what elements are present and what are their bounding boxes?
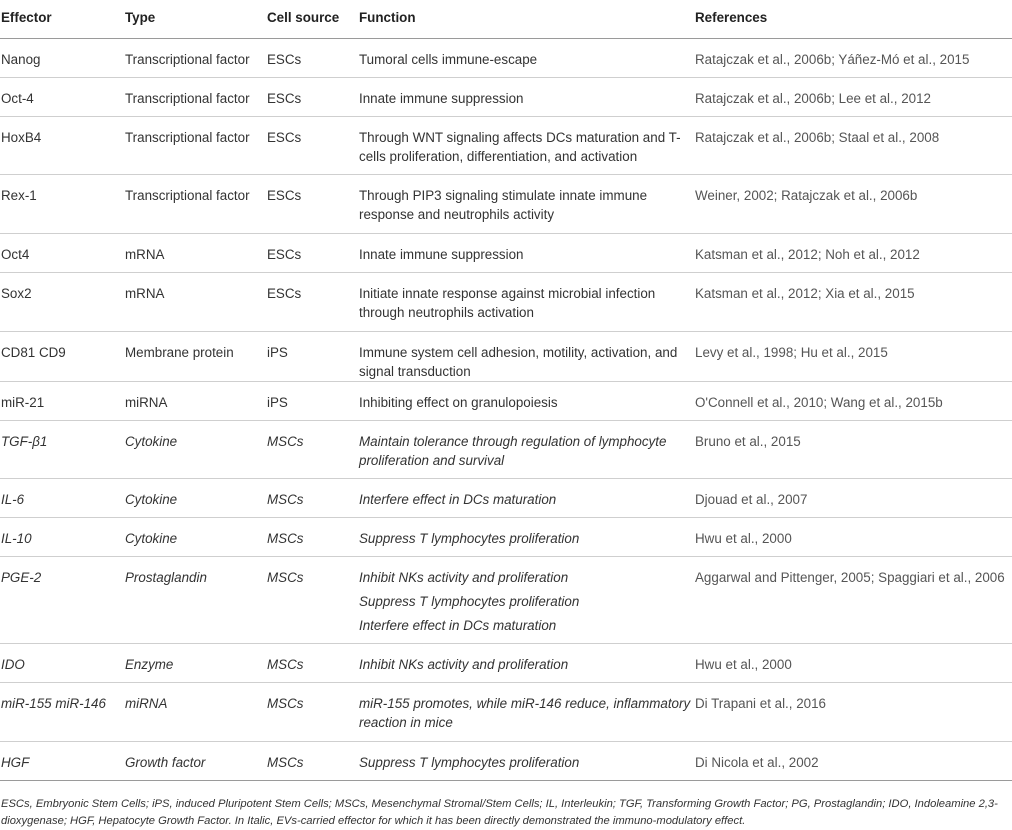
function-line: Interfere effect in DCs maturation xyxy=(359,491,557,507)
cell-source-cell: ESCs xyxy=(267,272,359,331)
references-cell: Ratajczak et al., 2006b; Lee et al., 2012 xyxy=(695,77,1012,116)
references-cell: Hwu et al., 2000 xyxy=(695,643,1012,682)
cell-source-cell: ESCs xyxy=(267,77,359,116)
header-row xyxy=(0,0,1012,38)
table-footnote: ESCs, Embryonic Stem Cells; iPS, induced Pluripotent Stem Cells; MSCs, Mesenchymal Stromal/Stem Cells; IL, Interleukin; TGF, Transforming Growth Factor; PG, Prostaglandin; IDO, Indoleamine 2,3-dioxygenase; HGF, Hepatocyte Growth Factor. In Italic, EVs-carried effector for which it has been directly demonstrated the immuno-modulatory effect. xyxy=(1,798,998,827)
type-cell: Enzyme xyxy=(125,643,267,682)
function-line: Maintain tolerance through regulation of lymphocyte proliferation and survival xyxy=(359,433,667,468)
type-cell: Transcriptional factor xyxy=(125,38,267,77)
type-cell: miRNA xyxy=(125,682,267,741)
function-cell xyxy=(359,38,695,77)
effector-cell: Oct-4 xyxy=(0,77,125,116)
effector-cell: miR-155 miR-146 xyxy=(0,682,125,741)
function-cell xyxy=(359,116,695,174)
effector-cell: miR-21 xyxy=(0,381,125,420)
references-cell: Di Trapani et al., 2016 xyxy=(695,682,1012,741)
function-line: Inhibit NKs activity and proliferation xyxy=(359,656,569,672)
references-cell: Bruno et al., 2015 xyxy=(695,420,1012,478)
references-cell: Ratajczak et al., 2006b; Yáñez-Mó et al., 2015 xyxy=(695,38,1012,77)
table-row xyxy=(0,272,1012,331)
table-body xyxy=(0,38,1012,780)
function-cell xyxy=(359,233,695,272)
function-line: Suppress T lymphocytes proliferation xyxy=(359,593,580,609)
type-cell: Prostaglandin xyxy=(125,556,267,643)
references-cell: Katsman et al., 2012; Noh et al., 2012 xyxy=(695,233,1012,272)
references-cell: Hwu et al., 2000 xyxy=(695,517,1012,556)
references-cell: Katsman et al., 2012; Xia et al., 2015 xyxy=(695,272,1012,331)
cell-source-cell: iPS xyxy=(267,381,359,420)
function-line: Innate immune suppression xyxy=(359,90,524,106)
header-function: Function xyxy=(359,0,695,38)
table-row xyxy=(0,38,1012,77)
header-references: References xyxy=(695,0,1012,38)
function-line: miR-155 promotes, while miR-146 reduce, inflammatory reaction in mice xyxy=(359,695,691,730)
effector-cell: CD81 CD9 xyxy=(0,331,125,381)
effector-cell: Nanog xyxy=(0,38,125,77)
effector-cell: IL-6 xyxy=(0,478,125,517)
function-cell xyxy=(359,331,695,381)
references-cell: Di Nicola et al., 2002 xyxy=(695,741,1012,780)
type-cell: miRNA xyxy=(125,381,267,420)
table-row xyxy=(0,556,1012,643)
cell-source-cell: MSCs xyxy=(267,517,359,556)
effector-cell: HGF xyxy=(0,741,125,780)
type-cell: mRNA xyxy=(125,272,267,331)
effector-cell: Oct4 xyxy=(0,233,125,272)
cell-source-cell: ESCs xyxy=(267,174,359,233)
references-cell: Ratajczak et al., 2006b; Staal et al., 2008 xyxy=(695,116,1012,174)
type-cell: Cytokine xyxy=(125,420,267,478)
table-row xyxy=(0,682,1012,741)
cell-source-cell: ESCs xyxy=(267,116,359,174)
function-cell xyxy=(359,517,695,556)
table-header xyxy=(0,0,1012,38)
function-cell xyxy=(359,381,695,420)
table-row xyxy=(0,478,1012,517)
type-cell: mRNA xyxy=(125,233,267,272)
function-cell xyxy=(359,174,695,233)
effector-cell: HoxB4 xyxy=(0,116,125,174)
cell-source-cell: MSCs xyxy=(267,682,359,741)
type-cell: Transcriptional factor xyxy=(125,174,267,233)
cell-source-cell: ESCs xyxy=(267,233,359,272)
type-cell: Membrane protein xyxy=(125,331,267,381)
effector-cell: TGF-β1 xyxy=(0,420,125,478)
header-type: Type xyxy=(125,0,267,38)
function-line: Inhibit NKs activity and proliferation xyxy=(359,569,569,585)
function-cell xyxy=(359,272,695,331)
header-cell-source: Cell source xyxy=(267,0,359,38)
function-line: Immune system cell adhesion, motility, activation, and signal transduction xyxy=(359,344,678,379)
type-cell: Cytokine xyxy=(125,517,267,556)
table-row xyxy=(0,381,1012,420)
table-row xyxy=(0,643,1012,682)
function-line: Suppress T lymphocytes proliferation xyxy=(359,754,580,770)
table-row xyxy=(0,77,1012,116)
cell-source-cell: MSCs xyxy=(267,741,359,780)
function-cell xyxy=(359,77,695,116)
references-cell: Weiner, 2002; Ratajczak et al., 2006b xyxy=(695,174,1012,233)
cell-source-cell: ESCs xyxy=(267,38,359,77)
function-line: Initiate innate response against microbial infection through neutrophils activation xyxy=(359,285,656,320)
function-line: Innate immune suppression xyxy=(359,246,524,262)
function-line: Through WNT signaling affects DCs maturation and T-cells proliferation, differentiation, and activation xyxy=(359,129,681,164)
cell-source-cell: iPS xyxy=(267,331,359,381)
function-line: Tumoral cells immune-escape xyxy=(359,51,538,67)
function-cell xyxy=(359,682,695,741)
references-cell: Aggarwal and Pittenger, 2005; Spaggiari et al., 2006 xyxy=(695,556,1012,643)
function-line: Through PIP3 signaling stimulate innate immune response and neutrophils activity xyxy=(359,187,648,222)
function-line: Interfere effect in DCs maturation xyxy=(359,617,557,633)
effector-cell: Rex-1 xyxy=(0,174,125,233)
cell-source-cell: MSCs xyxy=(267,556,359,643)
references-cell: Djouad et al., 2007 xyxy=(695,478,1012,517)
references-cell: Levy et al., 1998; Hu et al., 2015 xyxy=(695,331,1012,381)
type-cell: Transcriptional factor xyxy=(125,77,267,116)
function-cell xyxy=(359,741,695,780)
references-cell: O'Connell et al., 2010; Wang et al., 2015b xyxy=(695,381,1012,420)
effector-cell: Sox2 xyxy=(0,272,125,331)
effector-cell: PGE-2 xyxy=(0,556,125,643)
cell-source-cell: MSCs xyxy=(267,478,359,517)
table-row xyxy=(0,420,1012,478)
cell-source-cell: MSCs xyxy=(267,643,359,682)
type-cell: Transcriptional factor xyxy=(125,116,267,174)
function-line: Suppress T lymphocytes proliferation xyxy=(359,530,580,546)
function-line: Inhibiting effect on granulopoiesis xyxy=(359,394,558,410)
effector-cell: IDO xyxy=(0,643,125,682)
function-cell xyxy=(359,643,695,682)
table-row xyxy=(0,331,1012,381)
table-row xyxy=(0,741,1012,780)
table-row xyxy=(0,116,1012,174)
type-cell: Cytokine xyxy=(125,478,267,517)
cell-source-cell: MSCs xyxy=(267,420,359,478)
function-cell xyxy=(359,556,695,643)
function-cell xyxy=(359,420,695,478)
table-row xyxy=(0,233,1012,272)
effector-cell: IL-10 xyxy=(0,517,125,556)
type-cell: Growth factor xyxy=(125,741,267,780)
header-effector: Effector xyxy=(0,0,125,38)
function-cell xyxy=(359,478,695,517)
table-row xyxy=(0,517,1012,556)
table-row xyxy=(0,174,1012,233)
